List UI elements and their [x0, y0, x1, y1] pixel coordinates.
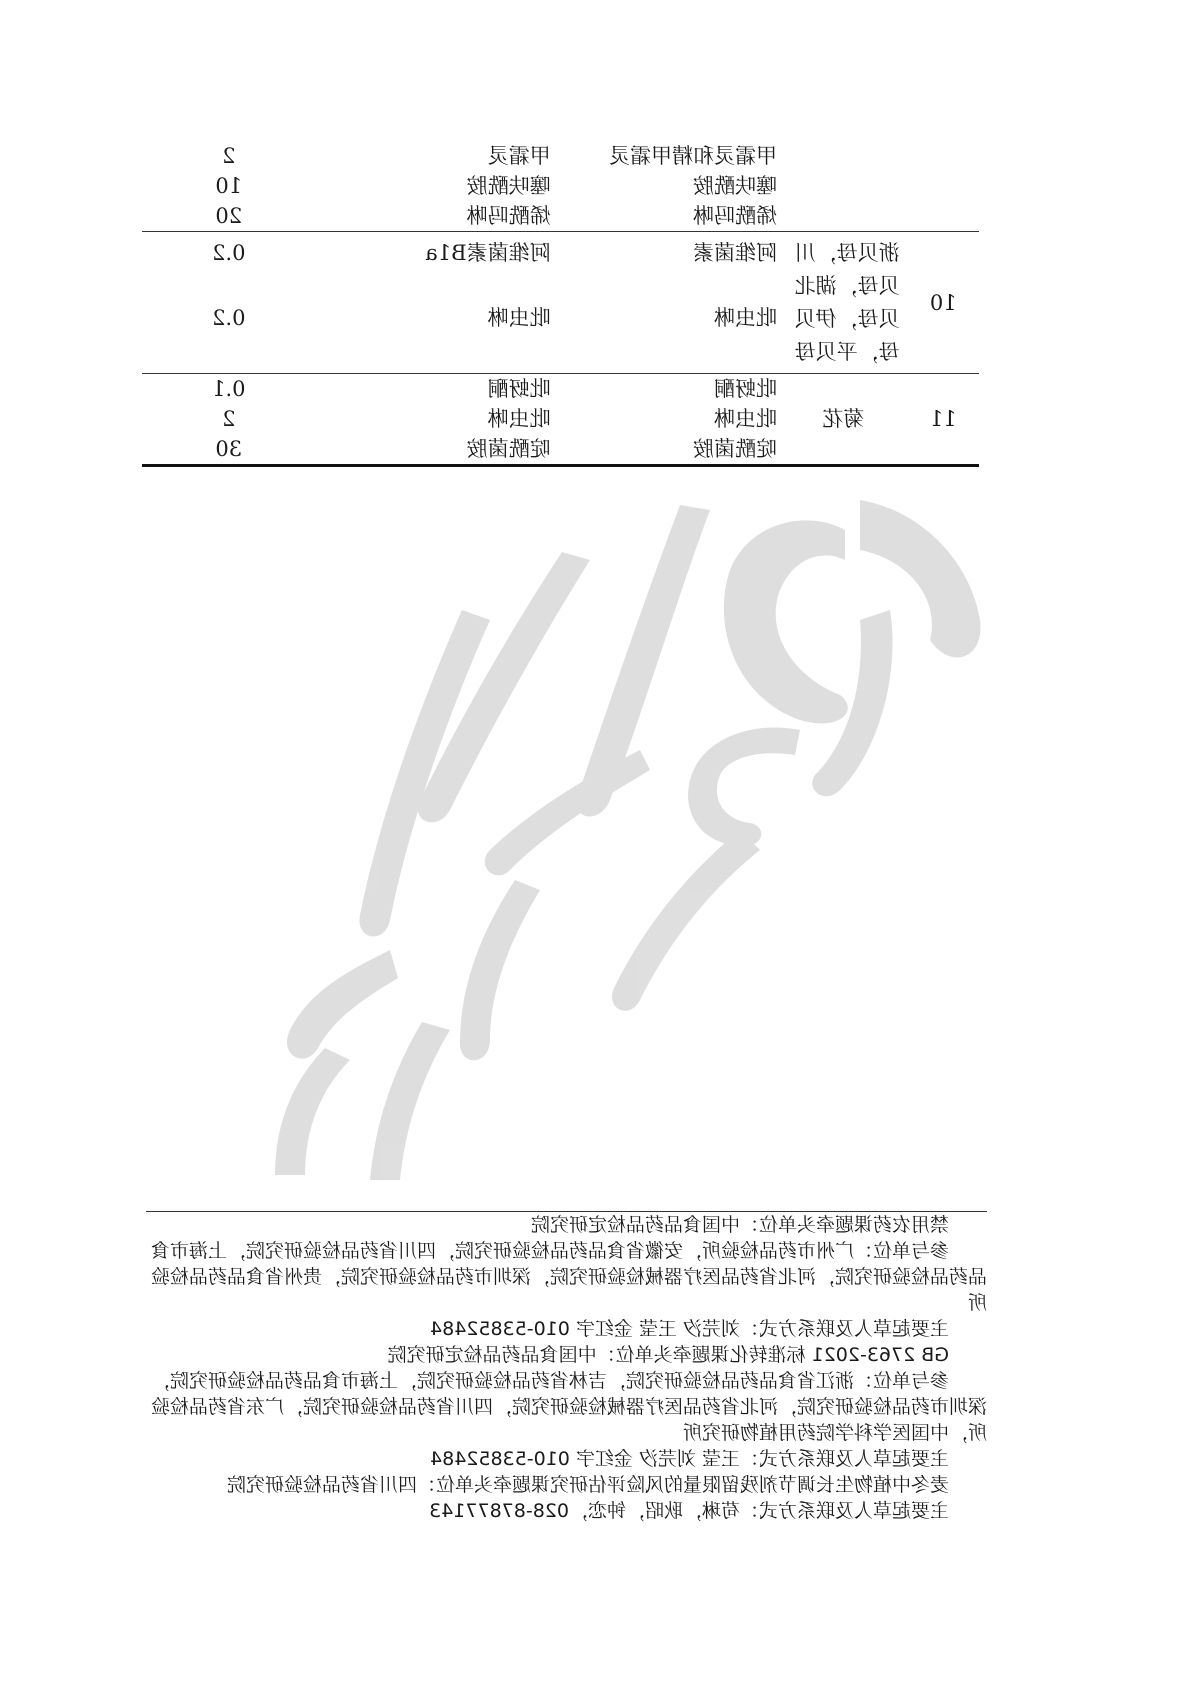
table-cell-no: 11 — [908, 374, 979, 466]
table-cell-crop: 浙贝母，川贝母，湖北贝母，伊贝母，平贝母 — [779, 232, 908, 374]
table-cell-residue-definition: 吡虫啉 — [316, 283, 563, 374]
table-cell-residue-definition: 啶酰菌胺 — [316, 434, 563, 466]
table-cell-crop: 菊花 — [779, 374, 908, 466]
table-cell-residue-definition: 噻呋酰胺 — [466, 174, 551, 198]
table-cell-crop — [779, 171, 908, 201]
footnote-line: 禁用农药课题牵头单位：中国食品药品检定研究院 — [530, 1214, 949, 1236]
watermark-graphic — [250, 470, 1010, 1190]
table-cell-residue-definition: 甲霜灵 — [487, 144, 551, 168]
table-cell-mrl: 0.2 — [212, 241, 246, 265]
table-cell-pesticide: 阿维菌素 — [692, 241, 777, 265]
footnote-line: 主要起草人及联系方式：苟琳，耿昭，钟恋，028-87877143 — [429, 1500, 949, 1522]
footnote-line: 参与单位：广州市药品检验所，安徽省食品药品检验研究院，四川省药品检验研究院，上海市食品药品检验研究院，河北省药品医疗器械检验研究院，深圳市药品检验研究院，贵州省食品药品检验所 — [150, 1240, 987, 1314]
table-cell-pesticide: 吡虫啉 — [563, 283, 779, 374]
table-row — [142, 141, 979, 171]
table-cell-crop — [779, 141, 908, 171]
table-cell-mrl: 0.1 — [212, 377, 246, 401]
table-cell-mrl: 0.2 — [142, 283, 316, 374]
table-row — [142, 374, 979, 405]
footnote-line: 麦冬中植物生长调节剂残留限量的风险评估研究课题牵头单位：四川省药品检验研究院 — [226, 1474, 949, 1496]
table-cell-mrl: 10 — [215, 174, 243, 198]
table-cell-mrl: 2 — [222, 407, 236, 431]
table-cell-residue-definition: 阿维菌素B1a — [425, 241, 551, 265]
table-cell-no — [908, 201, 979, 232]
table-cell-no: 10 — [908, 232, 979, 374]
table-cell-mrl: 2 — [222, 144, 236, 168]
table-cell-pesticide: 吡蚜酮 — [713, 377, 777, 401]
table-cell-residue-definition: 烯酰吗啉 — [316, 201, 563, 232]
table-cell-pesticide: 噻呋酰胺 — [692, 174, 777, 198]
table-cell-residue-definition: 吡蚜酮 — [487, 377, 551, 401]
footnote-line: 主要起草人及联系方式：王莹 刘芫汐 金红宇 010-53852484 — [430, 1448, 949, 1470]
footnote-line: 主要起草人及联系方式：刘芫汐 王莹 金红宇 010-53852484 — [430, 1318, 949, 1340]
table-cell-residue-definition: 吡虫啉 — [487, 407, 551, 431]
table-cell-crop — [779, 201, 908, 232]
table-cell-pesticide: 啶酰菌胺 — [563, 434, 779, 466]
table-cell-pesticide: 甲霜灵和精甲霜灵 — [608, 144, 777, 168]
table-cell-mrl: 30 — [142, 434, 316, 466]
table-cell-no — [908, 171, 979, 201]
footnote-line: 参与单位：浙江省食品药品检验研究院，吉林省药品检验研究院，上海市食品药品检验研究院，深圳市药品检验研究院，河北省药品医疗器械检验研究院，四川省药品检验研究院，广东省药品检验所，中国医学科学院药用植物研究所 — [150, 1370, 987, 1444]
table-cell-pesticide: 吡虫啉 — [713, 407, 777, 431]
table-cell-pesticide: 烯酰吗啉 — [563, 201, 779, 232]
table-row — [142, 171, 979, 201]
table-row — [142, 201, 979, 232]
pesticide-residue-table — [142, 141, 979, 467]
table-row — [142, 232, 979, 284]
table-cell-no — [908, 141, 979, 171]
footnote-block — [146, 1212, 987, 1524]
table-cell-mrl: 20 — [142, 201, 316, 232]
footnote-line: GB 2763-2021 标准转化课题牵头单位：中国食品药品检定研究院 — [387, 1344, 949, 1366]
